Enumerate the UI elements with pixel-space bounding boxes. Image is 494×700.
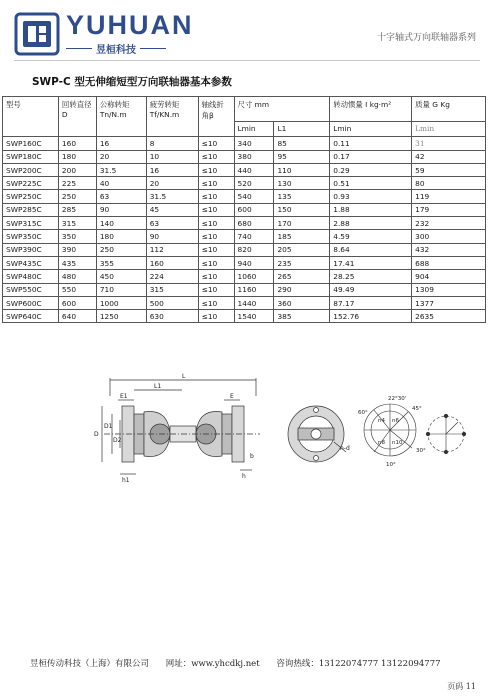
label-n8: n8 xyxy=(378,440,385,446)
label-n10: n10 xyxy=(392,440,403,446)
table-cell: 225 xyxy=(58,177,96,190)
table-cell: 350 xyxy=(58,230,96,243)
header-diameter: 回转直径 D xyxy=(58,97,96,137)
table-cell: 80 xyxy=(412,177,486,190)
table-cell: 31.5 xyxy=(146,190,198,203)
footer-company: 昱桓传动科技（上海）有限公司 xyxy=(30,659,150,669)
table-cell: 0.29 xyxy=(330,163,412,176)
subheader-lmin: Lmin xyxy=(234,122,274,137)
table-cell: 135 xyxy=(274,190,330,203)
table-cell: 17.41 xyxy=(330,256,412,269)
header-divider xyxy=(14,60,480,61)
table-row xyxy=(3,137,486,150)
table-cell: 224 xyxy=(146,270,198,283)
table-cell: 250 xyxy=(58,190,96,203)
header-torque-nominal: 公称转矩 Tn/N.m xyxy=(96,97,146,137)
table-cell: 480 xyxy=(58,270,96,283)
table-cell: 31 xyxy=(412,137,486,150)
table-cell: 232 xyxy=(412,217,486,230)
table-cell: 180 xyxy=(58,150,96,163)
table-cell: 2.88 xyxy=(330,217,412,230)
table-cell: 1000 xyxy=(96,296,146,309)
table-cell: ≤10 xyxy=(198,283,234,296)
end-view-drawing xyxy=(426,414,466,454)
dim-label-d1: D1 xyxy=(104,423,113,430)
table-cell: ≤10 xyxy=(198,217,234,230)
footer-website: 网址：www.yhcdkj.net xyxy=(165,659,260,669)
table-cell: 110 xyxy=(274,163,330,176)
table-cell: 200 xyxy=(58,163,96,176)
table-cell: 315 xyxy=(58,217,96,230)
brand-name: YUHUAN xyxy=(66,10,194,40)
table-cell: SWP285C xyxy=(3,203,59,216)
table-cell: 63 xyxy=(96,190,146,203)
coupling-drawings xyxy=(90,373,470,488)
dim-label-l: L xyxy=(182,373,186,380)
table-cell: ≤10 xyxy=(198,177,234,190)
table-cell: 170 xyxy=(274,217,330,230)
dim-label-l1: L1 xyxy=(154,383,162,390)
table-cell: 1309 xyxy=(412,283,486,296)
table-cell: 150 xyxy=(274,203,330,216)
table-row xyxy=(3,310,486,323)
table-cell: ≤10 xyxy=(198,137,234,150)
table-cell: 180 xyxy=(96,230,146,243)
table-cell: 49.49 xyxy=(330,283,412,296)
dim-label-h: h xyxy=(242,473,246,480)
company-logo-icon xyxy=(14,12,60,56)
table-cell: 380 xyxy=(234,150,274,163)
spec-table-body xyxy=(3,137,486,323)
table-cell: 16 xyxy=(146,163,198,176)
table-cell: 119 xyxy=(412,190,486,203)
table-cell: 1540 xyxy=(234,310,274,323)
table-cell: 450 xyxy=(96,270,146,283)
table-cell: ≤10 xyxy=(198,296,234,309)
table-cell: 820 xyxy=(234,243,274,256)
table-cell: 160 xyxy=(146,256,198,269)
table-row xyxy=(3,190,486,203)
table-cell: SWP160C xyxy=(3,137,59,150)
table-cell: 360 xyxy=(274,296,330,309)
page-number: 页码 11 xyxy=(447,682,476,691)
table-cell: 600 xyxy=(234,203,274,216)
table-cell: 290 xyxy=(274,283,330,296)
table-cell: ≤10 xyxy=(198,163,234,176)
table-cell: 1440 xyxy=(234,296,274,309)
dim-label-h1: h1 xyxy=(122,477,130,484)
label-angle-10: 10° xyxy=(386,462,396,468)
table-cell: 250 xyxy=(96,243,146,256)
subheader-l1: L1 xyxy=(274,122,330,137)
table-cell: 205 xyxy=(274,243,330,256)
table-cell: 1.88 xyxy=(330,203,412,216)
table-cell: ≤10 xyxy=(198,310,234,323)
table-cell: 390 xyxy=(58,243,96,256)
table-cell: ≤10 xyxy=(198,270,234,283)
dim-label-e: E xyxy=(230,393,234,400)
table-cell: 385 xyxy=(274,310,330,323)
table-cell: 40 xyxy=(96,177,146,190)
dim-label-b: b xyxy=(250,453,254,460)
table-cell: 0.51 xyxy=(330,177,412,190)
table-cell: 140 xyxy=(96,217,146,230)
table-cell: 520 xyxy=(234,177,274,190)
table-cell: SWP600C xyxy=(3,296,59,309)
table-row xyxy=(3,230,486,243)
table-row xyxy=(3,163,486,176)
table-cell: 500 xyxy=(146,296,198,309)
table-cell: 265 xyxy=(274,270,330,283)
header-angle: 轴线折角β xyxy=(198,97,234,137)
table-cell: 285 xyxy=(58,203,96,216)
table-cell: 300 xyxy=(412,230,486,243)
table-row xyxy=(3,203,486,216)
table-cell: 0.93 xyxy=(330,190,412,203)
label-n-d: n-d xyxy=(340,445,350,452)
table-cell: 440 xyxy=(234,163,274,176)
table-cell: 28.25 xyxy=(330,270,412,283)
table-cell: 90 xyxy=(96,203,146,216)
table-cell: 1160 xyxy=(234,283,274,296)
bolt-pattern-drawing xyxy=(364,404,416,456)
table-cell: 435 xyxy=(58,256,96,269)
table-cell: 20 xyxy=(146,177,198,190)
table-cell: SWP640C xyxy=(3,310,59,323)
table-row xyxy=(3,243,486,256)
table-cell: SWP390C xyxy=(3,243,59,256)
table-cell: 95 xyxy=(274,150,330,163)
table-cell: 8.64 xyxy=(330,243,412,256)
table-cell: 42 xyxy=(412,150,486,163)
label-angle-45: 45° xyxy=(412,406,422,412)
footer-hotline: 咨询热线：13122074777 13122094777 xyxy=(276,659,441,669)
table-cell: 940 xyxy=(234,256,274,269)
table-cell: 16 xyxy=(96,137,146,150)
header-inertia: 转动惯量 I kg·m² xyxy=(330,97,412,122)
table-cell: 160 xyxy=(58,137,96,150)
table-cell: 355 xyxy=(96,256,146,269)
table-row xyxy=(3,283,486,296)
table-cell: SWP225C xyxy=(3,177,59,190)
brand-subtitle: 昱桓科技 xyxy=(66,42,166,54)
table-cell: 630 xyxy=(146,310,198,323)
header-torque-fatigue: 疲劳转矩 Tf/KN.m xyxy=(146,97,198,137)
table-cell: 315 xyxy=(146,283,198,296)
table-cell: 432 xyxy=(412,243,486,256)
dim-label-d: D xyxy=(94,431,99,438)
table-cell: SWP200C xyxy=(3,163,59,176)
label-angle-60: 60° xyxy=(358,410,368,416)
table-cell: 90 xyxy=(146,230,198,243)
table-row xyxy=(3,217,486,230)
header-mass: 质量 G Kg xyxy=(412,97,486,122)
table-cell: ≤10 xyxy=(198,230,234,243)
table-cell: SWP350C xyxy=(3,230,59,243)
dim-label-d2: D2 xyxy=(113,437,122,444)
series-title: 十字轴式万向联轴器系列 xyxy=(376,33,476,43)
label-n6: n6 xyxy=(392,418,399,424)
table-cell: SWP315C xyxy=(3,217,59,230)
table-cell: 1377 xyxy=(412,296,486,309)
table-cell: SWP250C xyxy=(3,190,59,203)
table-cell: SWP550C xyxy=(3,283,59,296)
label-angle-22-30: 22°30' xyxy=(388,396,407,402)
table-cell: 740 xyxy=(234,230,274,243)
table-cell: SWP435C xyxy=(3,256,59,269)
table-cell: ≤10 xyxy=(198,150,234,163)
table-cell: 340 xyxy=(234,137,274,150)
table-cell: 87.17 xyxy=(330,296,412,309)
table-cell: 0.17 xyxy=(330,150,412,163)
table-cell: 600 xyxy=(58,296,96,309)
label-n4: n4 xyxy=(378,418,385,424)
table-cell: 2635 xyxy=(412,310,486,323)
page-title: SWP-C 型无伸缩短型万向联轴器基本参数 xyxy=(32,76,232,88)
table-cell: 185 xyxy=(274,230,330,243)
table-cell: ≤10 xyxy=(198,190,234,203)
table-cell: 235 xyxy=(274,256,330,269)
table-cell: 640 xyxy=(58,310,96,323)
table-cell: 8 xyxy=(146,137,198,150)
table-cell: 710 xyxy=(96,283,146,296)
dim-label-e1: E1 xyxy=(120,393,128,400)
table-cell: 152.76 xyxy=(330,310,412,323)
table-cell: ≤10 xyxy=(198,243,234,256)
front-view-drawing xyxy=(288,406,346,462)
spec-table xyxy=(2,96,486,323)
table-cell: 85 xyxy=(274,137,330,150)
subheader-mass-lmin: Lmin xyxy=(412,122,486,137)
table-cell: SWP180C xyxy=(3,150,59,163)
table-cell: 540 xyxy=(234,190,274,203)
table-cell: 31.5 xyxy=(96,163,146,176)
table-row xyxy=(3,150,486,163)
table-row xyxy=(3,270,486,283)
table-cell: 20 xyxy=(96,150,146,163)
table-cell: 4.59 xyxy=(330,230,412,243)
table-cell: 130 xyxy=(274,177,330,190)
table-cell: 904 xyxy=(412,270,486,283)
table-cell: 45 xyxy=(146,203,198,216)
table-cell: 59 xyxy=(412,163,486,176)
table-cell: 1060 xyxy=(234,270,274,283)
table-cell: 10 xyxy=(146,150,198,163)
table-cell: 179 xyxy=(412,203,486,216)
table-cell: 550 xyxy=(58,283,96,296)
header-size: 尺寸 mm xyxy=(234,97,330,122)
table-cell: 688 xyxy=(412,256,486,269)
table-cell: 112 xyxy=(146,243,198,256)
table-row xyxy=(3,177,486,190)
table-row xyxy=(3,296,486,309)
table-row xyxy=(3,256,486,269)
table-cell: ≤10 xyxy=(198,256,234,269)
table-cell: 63 xyxy=(146,217,198,230)
table-cell: SWP480C xyxy=(3,270,59,283)
table-cell: 0.11 xyxy=(330,137,412,150)
table-cell: ≤10 xyxy=(198,203,234,216)
subheader-inertia-lmin: Lmin xyxy=(330,122,412,137)
label-angle-30: 30° xyxy=(416,448,426,454)
table-cell: 1250 xyxy=(96,310,146,323)
footer xyxy=(30,657,455,669)
table-cell: 680 xyxy=(234,217,274,230)
header-model: 型号 xyxy=(3,97,59,137)
